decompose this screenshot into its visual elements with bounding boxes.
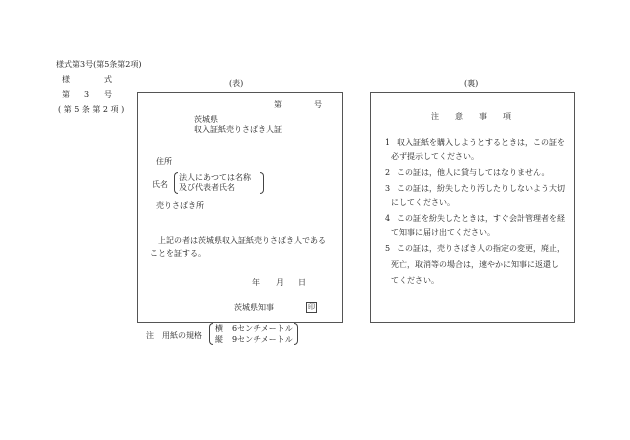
- form-title-right: 式: [104, 75, 112, 84]
- cert-title: 収入証紙売りさばき人証: [194, 125, 282, 134]
- form-article: ( 第 5 条 第 2 項 ): [58, 105, 125, 114]
- notice-heading-4: 項: [503, 112, 511, 121]
- signer-title: 茨城県知事: [234, 303, 274, 312]
- note-1-number: 1: [385, 138, 391, 147]
- cert-body-line-1: 上記の者は茨城県収入証紙売りさばき人である: [158, 236, 326, 245]
- note-1-line-2: 必ず提示してください。: [391, 152, 479, 161]
- paper-width-label: 横: [215, 324, 223, 333]
- prefecture-name: 茨城県: [194, 115, 218, 124]
- address-label: 住所: [156, 157, 172, 166]
- note-2-number: 2: [385, 168, 391, 177]
- notice-heading-3: 事: [479, 112, 487, 121]
- back-caption: (裏): [464, 79, 479, 88]
- cert-number-dai: 第: [274, 100, 282, 109]
- note-4-number: 4: [385, 214, 391, 223]
- date-day: 日: [298, 278, 306, 287]
- note-5-line-1: この証は，売りさばき人の指定の変更，廃止，: [397, 244, 565, 253]
- date-month: 月: [276, 278, 284, 287]
- back-card: [370, 92, 575, 323]
- name-note-close-brace: [260, 172, 264, 194]
- sales-place-label: 売りさばき所: [156, 201, 204, 210]
- note-5-number: 5: [385, 244, 391, 253]
- name-label: 氏名: [152, 180, 168, 189]
- note-2-line-1: この証は，他人に貸与してはなりません。: [397, 168, 550, 177]
- form-number-suffix: 号: [104, 90, 112, 99]
- name-note-line-1: 法人にあつては名称: [179, 173, 251, 182]
- note-5-line-3: てください。: [391, 276, 439, 285]
- cert-body-line-2: ことを証する。: [150, 249, 206, 258]
- note-4-line-2: て知事に届け出てください。: [391, 228, 495, 237]
- paper-height-value: 9センチメートル: [232, 335, 293, 344]
- form-title-left: 様: [62, 75, 70, 84]
- notice-heading-1: 注: [431, 112, 439, 121]
- paper-spec-label: 用紙の規格: [162, 331, 202, 340]
- note-3-line-1: この証は，紛失したり汚したりしないよう大切: [397, 184, 565, 193]
- note-3-number: 3: [385, 184, 391, 193]
- note-5-line-2: 死亡，取消等の場合は，速やかに知事に返還し: [391, 260, 559, 269]
- name-note-open-brace: [174, 172, 178, 194]
- footer-note-label: 注: [146, 331, 154, 340]
- form-id: 様式第3号(第5条第2項): [56, 60, 142, 69]
- front-card: [137, 92, 343, 323]
- paper-spec-open-brace: [209, 323, 213, 345]
- form-number-prefix: 第: [62, 90, 70, 99]
- date-year: 年: [252, 278, 260, 287]
- cert-number-gou: 号: [314, 100, 322, 109]
- note-3-line-2: にしてください。: [391, 198, 455, 207]
- paper-spec-close-brace: [294, 323, 298, 345]
- notice-heading-2: 意: [455, 112, 463, 121]
- front-caption: (表): [229, 79, 244, 88]
- note-4-line-1: この証を紛失したときは，すぐ会計管理者を経: [397, 214, 565, 223]
- note-1-line-1: 収入証紙を購入しようとするときは，この証を: [397, 138, 565, 147]
- form-number-value: 3: [84, 90, 90, 99]
- paper-width-value: 6センチメートル: [232, 324, 293, 333]
- name-note-line-2: 及び代表者氏名: [179, 183, 235, 192]
- official-seal: 印: [308, 303, 315, 311]
- paper-height-label: 縦: [215, 335, 223, 344]
